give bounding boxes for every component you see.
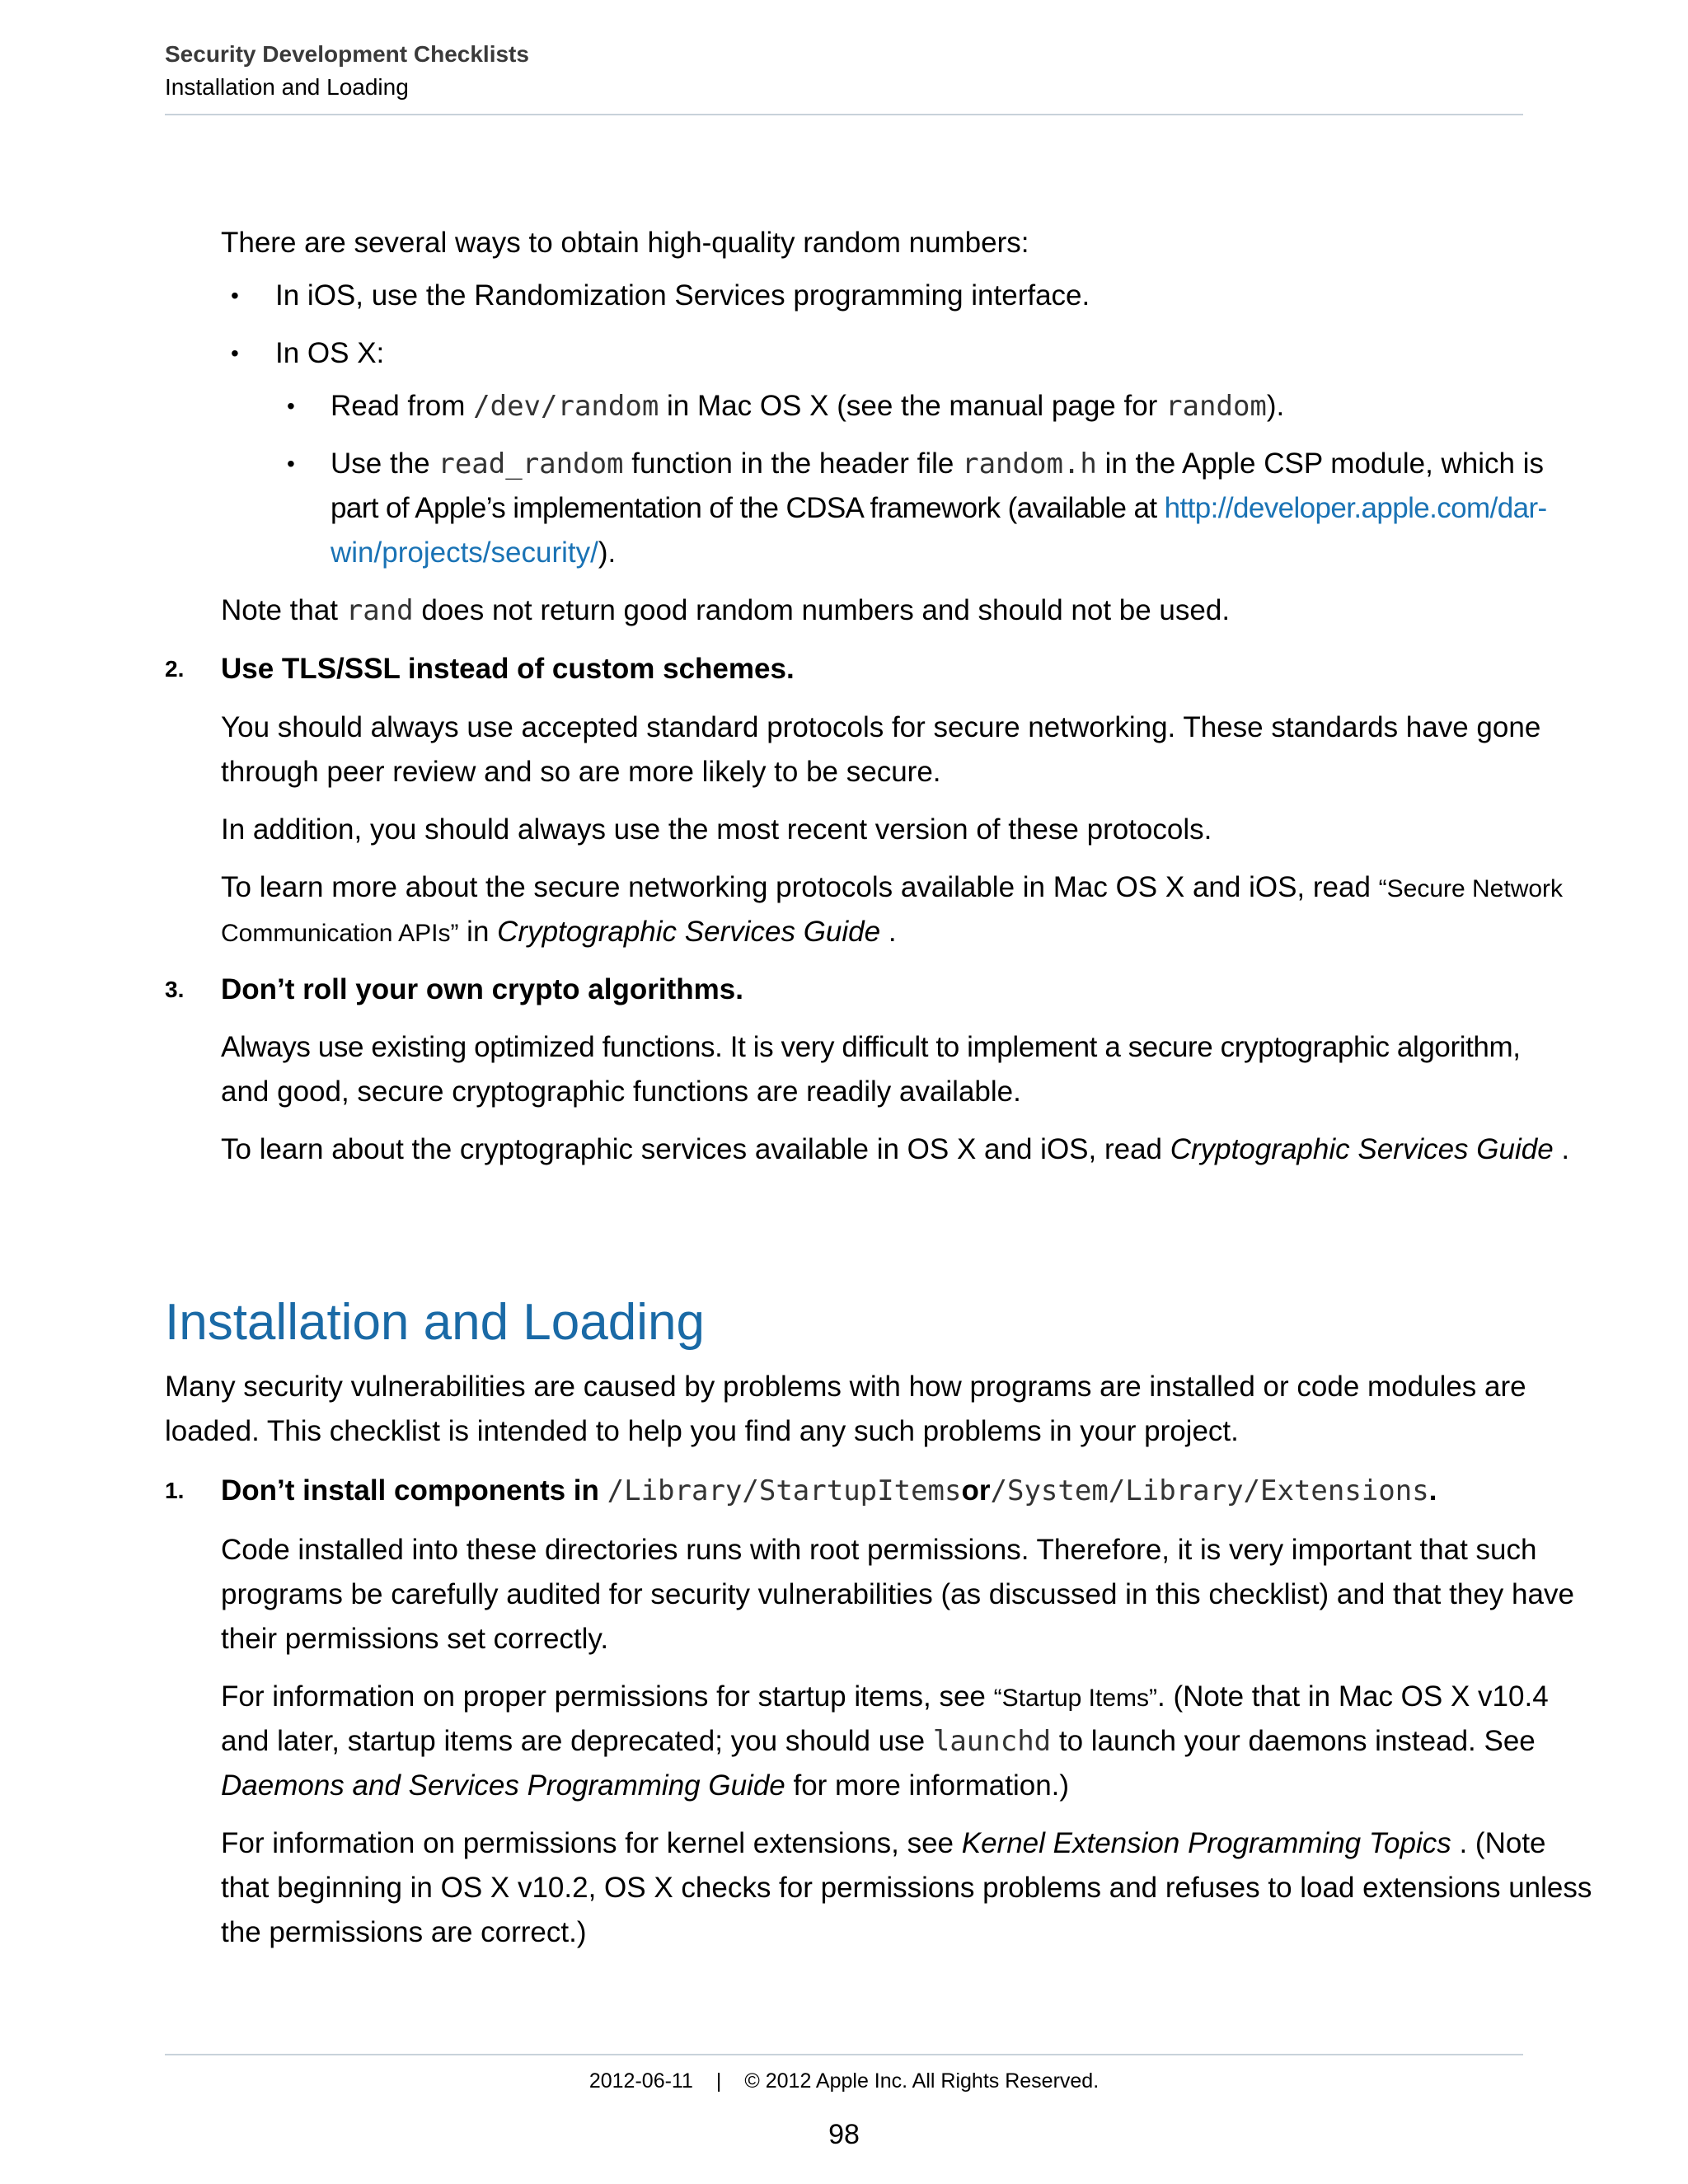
crypto-learn-more <box>221 1127 1569 1171</box>
code-rand: rand <box>345 594 414 627</box>
crypto-paragraph-line2: and good, secure cryptographic functions are readily available. <box>221 1076 1021 1108</box>
kext-paragraph-line3: the permissions are correct.) <box>221 1916 587 1948</box>
secure-network-ref-continued[interactable]: Communication APIs” <box>221 920 459 947</box>
text: for more information.) <box>785 1769 1070 1802</box>
text: . (Note <box>1451 1827 1546 1859</box>
ios-item: In iOS, use the Randomization Services programming interface. <box>275 279 1090 312</box>
rand-note <box>221 588 1230 633</box>
code-launchd: launchd <box>932 1725 1052 1758</box>
item-number: 3. <box>165 977 185 1002</box>
footer-separator: | <box>715 2069 722 2093</box>
text: ). <box>1266 390 1285 422</box>
item-heading-tls: Use TLS/SSL instead of custom schemes. <box>221 653 795 685</box>
text: to launch your daemons instead. See <box>1051 1725 1536 1757</box>
daemons-guide-ref[interactable]: Daemons and Services Programming Guide <box>221 1769 785 1802</box>
dev-random-item <box>331 384 1284 429</box>
text: . <box>1428 1474 1437 1507</box>
crypto-guide-ref[interactable]: Cryptographic Services Guide <box>497 916 881 948</box>
tls-paragraph-line2: through peer review and so are more likely to be secure. <box>221 756 941 788</box>
text: For information on proper permissions for startup items, see <box>221 1680 994 1713</box>
read-random-item-line2 <box>331 486 1547 530</box>
read-random-item-line1 <box>331 442 1544 486</box>
startup-paragraph-line1: Code installed into these directories runs with root permissions. Therefore, it is very important that such <box>221 1534 1537 1566</box>
kext-paragraph-line2: that beginning in OS X v10.2, OS X checks for permissions problems and refuses to load extensions unless <box>221 1872 1592 1904</box>
section-intro-line1: Many security vulnerabilities are caused by problems with how programs are installed or code modules are <box>165 1371 1526 1403</box>
section-intro-line2: loaded. This checklist is intended to help you find any such problems in your project. <box>165 1415 1239 1447</box>
crypto-paragraph-line1: Always use existing optimized functions. It is very difficult to implement a secure cryptographic algorithm, <box>221 1031 1521 1063</box>
footer <box>0 2064 1688 2097</box>
page-number: 98 <box>828 2119 860 2150</box>
code-random-h: random.h <box>962 448 1097 480</box>
text: Read from <box>331 390 474 422</box>
text: in <box>458 916 498 948</box>
item-heading-crypto: Don’t roll your own crypto algorithms. <box>221 973 743 1005</box>
bullet-icon: • <box>231 283 239 308</box>
read-random-item-line3 <box>331 531 616 574</box>
text: function in the header file <box>623 448 963 480</box>
item-number: 2. <box>165 656 185 682</box>
footer-copyright: © 2012 Apple Inc. All Rights Reserved. <box>744 2069 1100 2093</box>
bullet-icon: • <box>287 393 295 419</box>
text: Use the <box>331 448 438 480</box>
tls-recent-version: In addition, you should always use the most recent version of these protocols. <box>221 813 1212 846</box>
bullet-icon: • <box>231 340 239 366</box>
text: Note that <box>221 594 346 626</box>
item-heading-startup <box>221 1469 1437 1513</box>
startup-items-ref[interactable]: “Startup Items” <box>993 1685 1157 1712</box>
crypto-guide-ref[interactable]: Cryptographic Services Guide <box>1170 1133 1554 1165</box>
bullet-icon: • <box>287 451 295 476</box>
startup-paragraph-line3: their permissions set correctly. <box>221 1623 609 1655</box>
running-header <box>165 38 1523 104</box>
code-read-random: read_random <box>438 448 624 480</box>
footer-divider <box>165 2054 1523 2055</box>
permissions-paragraph-line3 <box>221 1764 1069 1807</box>
text: To learn about the cryptographic services available in OS X and iOS, read <box>221 1133 1170 1165</box>
section-title: Installation and Loading <box>165 1294 705 1351</box>
permissions-paragraph-line2 <box>221 1719 1536 1764</box>
startup-paragraph-line2: programs be carefully audited for security vulnerabilities (as discussed in this checklist) and that they have <box>221 1578 1574 1610</box>
text: Don’t install components in <box>221 1474 607 1507</box>
header-divider <box>165 114 1523 115</box>
code-random: random <box>1165 390 1267 423</box>
text: To learn more about the secure networking protocols available in Mac OS X and iOS, read <box>221 871 1379 903</box>
code-extensions: /System/Library/Extensions <box>990 1474 1429 1507</box>
osx-item: In OS X: <box>275 337 385 369</box>
text: and later, startup items are deprecated; you should use <box>221 1725 933 1757</box>
footer-date: 2012-06-11 <box>588 2069 693 2093</box>
secure-network-ref[interactable]: “Secure Network <box>1378 875 1564 902</box>
random-intro: There are several ways to obtain high-quality random numbers: <box>221 227 1029 259</box>
item-number: 1. <box>165 1478 185 1503</box>
text: in the Apple CSP module, which is <box>1096 448 1545 480</box>
developer-link-continued[interactable]: win/projects/security/ <box>331 537 598 569</box>
text: in Mac OS X (see the manual page for <box>659 390 1166 422</box>
document-title: Security Development Checklists <box>165 41 529 67</box>
text: part of Apple’s implementation of the CDSA framework (available at <box>331 492 1165 524</box>
code-startup-items: /Library/StartupItems <box>607 1474 962 1507</box>
kext-topics-ref[interactable]: Kernel Extension Programming Topics <box>961 1827 1451 1859</box>
tls-learn-more-line2 <box>221 910 897 955</box>
permissions-paragraph-line1 <box>221 1675 1549 1720</box>
kext-paragraph-line1 <box>221 1821 1546 1865</box>
text: ). <box>598 537 617 569</box>
text: or <box>961 1474 991 1507</box>
chapter-title: Installation and Loading <box>165 74 409 100</box>
text: For information on permissions for kernel extensions, see <box>221 1827 962 1859</box>
text: . <box>1553 1133 1570 1165</box>
text: . (Note that in Mac OS X v10.4 <box>1157 1680 1549 1713</box>
developer-link[interactable]: http://developer.apple.com/dar- <box>1164 492 1547 524</box>
tls-learn-more-line1 <box>221 865 1563 911</box>
code-dev-random: /dev/random <box>473 390 659 423</box>
text: does not return good random numbers and should not be used. <box>413 594 1231 626</box>
text: . <box>880 916 897 948</box>
tls-paragraph-line1: You should always use accepted standard protocols for secure networking. These standards have gone <box>221 711 1541 743</box>
